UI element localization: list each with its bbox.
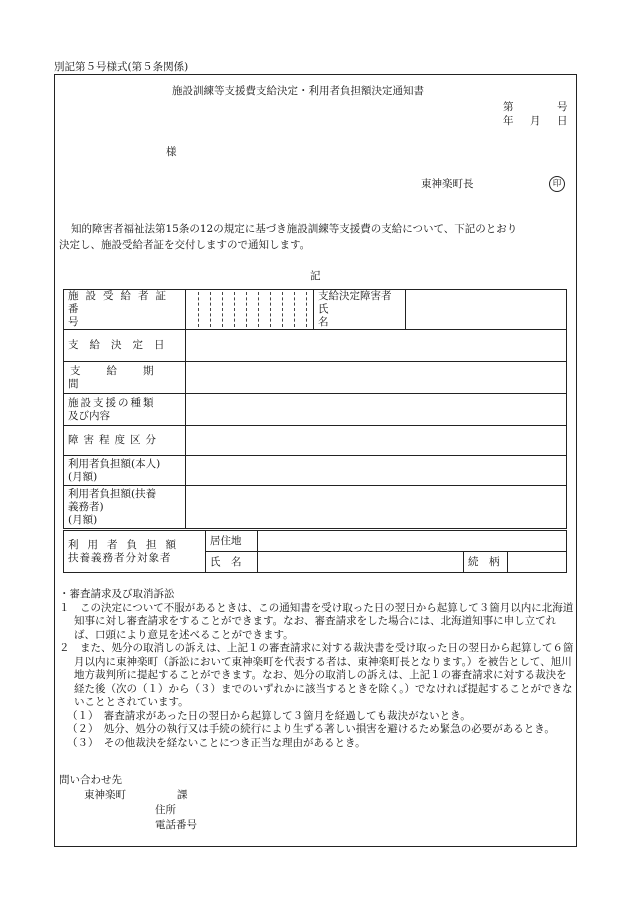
document-title: 施設訓練等支援費支給決定・利用者負担額決定通知書	[172, 85, 424, 97]
supporter-table	[63, 530, 567, 573]
support-header: 施設支援の種類 及び内容	[64, 394, 186, 426]
note-2: ２ また、処分の取消しの訴えは、上記１の審査請求に対する裁決書を受け取った日の翌日から起算して６箇月以内に東神楽町（訴訟において東神楽町を代表する者は、東神楽町長となります。）を被告として、旭川地方裁判所に提起することができます。なお、処分の取消しの訴えは、上記１の審査請求に対する裁決を経た後（次の（１）から（３）までのいずれかに該当するときを除く。）でなければ提起することができないこととされています。	[59, 642, 574, 708]
burden-supporter-header: 利用者負担額(扶養 義務者) (月額)	[64, 486, 186, 529]
contact-town: 東神楽町	[84, 789, 126, 801]
issuer-name: 東神楽町長	[421, 178, 474, 190]
disability-level-value	[186, 426, 567, 456]
note-item-2: （２） 処分、処分の執行又は手続の続行により生ずる著しい損害を避けるため緊急の必要があるとき。	[67, 723, 555, 735]
cert-no-header: 施設受給者証 番号	[64, 290, 186, 330]
ki-heading: 記	[310, 270, 321, 282]
decision-table	[63, 289, 567, 529]
note-1: １ この決定について不服があるときは、この通知書を受け取った日の翌日から起算して３箇月以内に北海道知事に対し審査請求をすることができます。なお、審査請求をした場合には、北海道知事に申し立てれば、口頭により意見を述べることができます。	[59, 601, 574, 641]
intro-line-2: 決定し、施設受給者証を交付しますので通知します。	[59, 239, 311, 251]
form-label: 別記第５号様式(第５条関係)	[54, 61, 189, 73]
contact-address: 住所	[155, 804, 176, 816]
supporter-left-header: 利用者負担額 扶養義務者分対象者	[64, 531, 206, 573]
note-item-3: （３） その他裁決を経ないことにつき正当な理由があるとき。	[67, 736, 366, 749]
disabled-name-value	[406, 290, 567, 330]
name-header: 氏 名	[206, 552, 258, 573]
contact-phone: 電話番号	[155, 819, 197, 831]
relation-header: 続 柄	[464, 552, 508, 573]
addressee-suffix: 様	[166, 146, 177, 158]
date-label: 年 月 日	[503, 115, 571, 127]
cert-no-boxes	[186, 290, 314, 330]
contact-heading: 問い合わせ先	[59, 774, 122, 786]
period-value	[186, 362, 567, 394]
decision-date-value	[186, 330, 567, 362]
decision-date-header: 支給決定日	[64, 330, 186, 362]
appeal-notes	[59, 588, 575, 750]
address-value	[258, 531, 567, 552]
period-header: 支給期間	[64, 362, 186, 394]
disabled-name-header: 支給決定障害者 氏名	[314, 290, 406, 330]
address-header: 居住地	[206, 531, 258, 552]
seal-icon: 印	[549, 176, 565, 192]
relation-value	[508, 552, 567, 573]
note-item-1: （１） 審査請求があった日の翌日から起算して３箇月を経過しても裁決がないとき。	[67, 709, 471, 722]
number-label: 第 号	[503, 101, 571, 113]
name-value	[258, 552, 464, 573]
contact-section: 課	[177, 789, 188, 801]
burden-self-value	[186, 456, 567, 486]
support-value	[186, 394, 567, 426]
notes-heading: ・審査請求及び取消訴訟	[59, 588, 175, 600]
disability-level-header: 障害程度区分	[64, 426, 186, 456]
burden-supporter-value	[186, 486, 567, 529]
burden-self-header: 利用者負担額(本人) (月額)	[64, 456, 186, 486]
intro-line-1: 知的障害者福祉法第15条の12の規定に基づき施設訓練等支援費の支給について、下記のとおり	[71, 223, 518, 235]
